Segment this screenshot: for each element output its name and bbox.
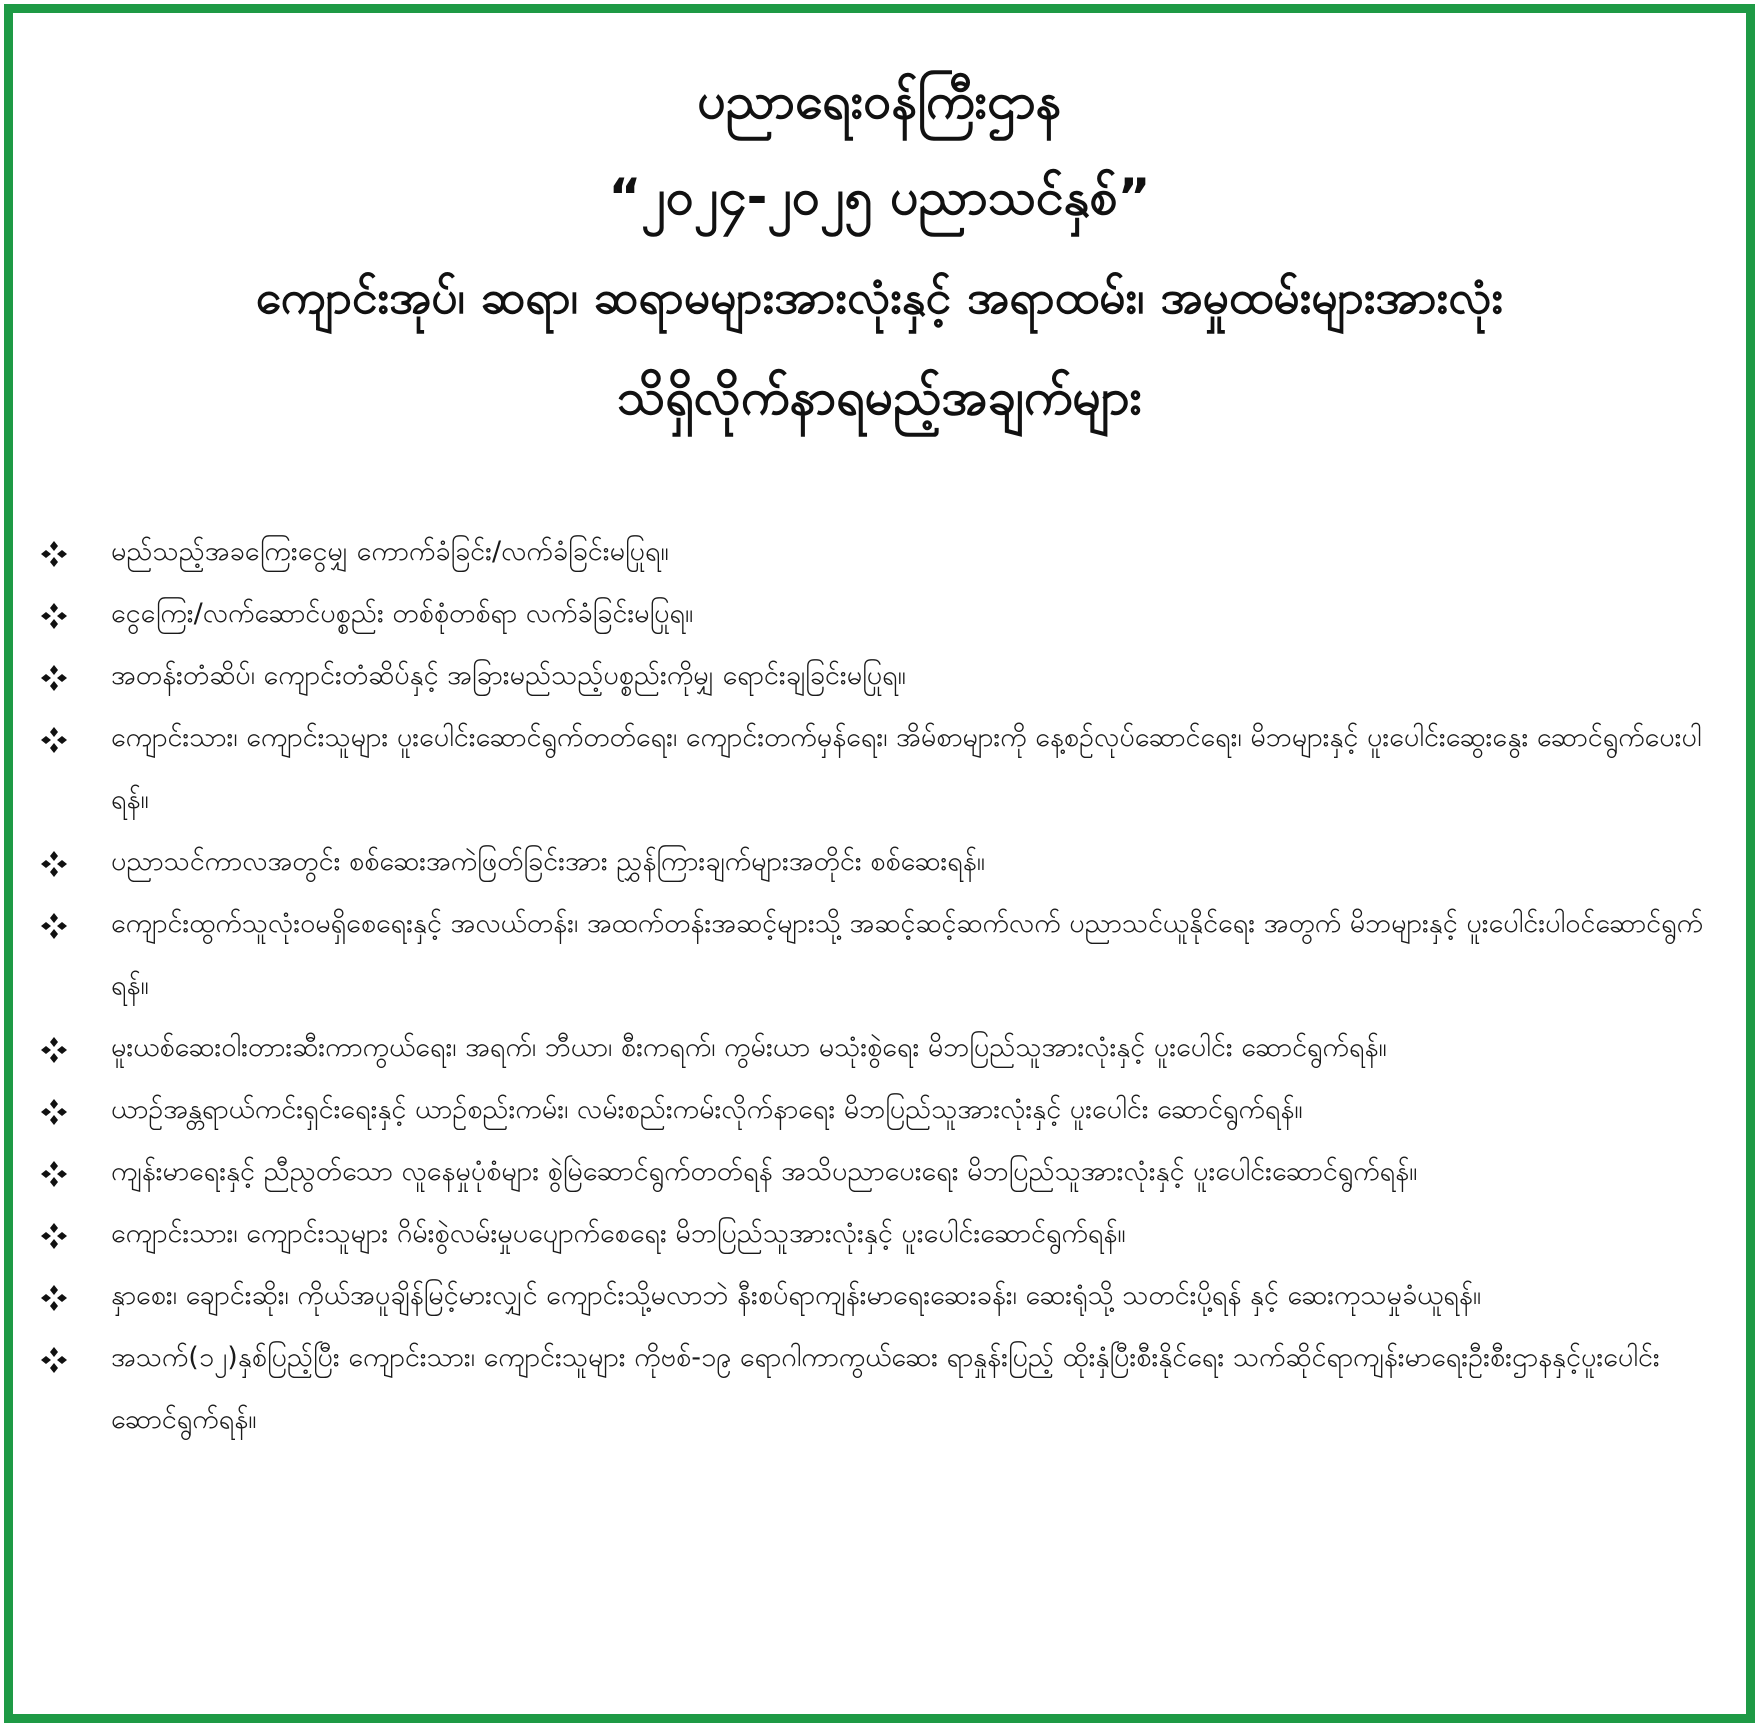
list-item-text: အသက်(၁၂)နှစ်ပြည့်ပြီး ကျောင်းသား၊ ကျောင်းသူများ ကိုဗစ်-၁၉ ရောဂါကာကွယ်ဆေး ရာနှုန်းပြည့် ထိုးနှံပြီးစီးနိုင်ရေး သက်ဆိုင်ရာကျန်းမာရေးဦးစီးဌာနနှင့်ပူးပေါင်းဆောင်ရွက်ရန်။ xyxy=(111,1342,1660,1435)
list-item xyxy=(33,1079,1733,1141)
list-item-text: ကျန်းမာရေးနှင့် ညီညွတ်သော လူနေမှုပုံစံများ စွဲမြဲဆောင်ရွက်တတ်ရန် အသိပညာပေးရေး မိဘပြည်သူအားလုံးနှင့် ပူးပေါင်းဆောင်ရွက်ရန်။ xyxy=(111,1156,1418,1187)
list-item-text: ယာဉ်အန္တရာယ်ကင်းရှင်းရေးနှင့် ယာဉ်စည်းကမ်း၊ လမ်းစည်းကမ်းလိုက်နာရေး မိဘပြည်သူအားလုံးနှင့် ပူးပေါင်း ဆောင်ရွက်ရန်။ xyxy=(111,1094,1303,1125)
four-diamond-ornament-icon xyxy=(41,541,67,567)
four-diamond-ornament-icon xyxy=(41,1037,67,1063)
four-diamond-ornament-icon xyxy=(41,665,67,691)
four-diamond-ornament-icon xyxy=(41,1161,67,1187)
four-diamond-ornament-icon xyxy=(41,913,67,939)
list-item xyxy=(33,645,1733,707)
notice-border-frame xyxy=(4,4,1755,1723)
list-item-text: ကျောင်းသား၊ ကျောင်းသူများ ပူးပေါင်းဆောင်ရွက်တတ်ရေး၊ ကျောင်းတက်မှန်ရေး၊ အိမ်စာများကို နေ့စဉ်လုပ်ဆောင်ရေး၊ မိဘများနှင့် ပူးပေါင်းဆွေးနွေး ဆောင်ရွက်ပေးပါရန်။ xyxy=(111,722,1702,815)
list-item xyxy=(33,1265,1733,1327)
four-diamond-ornament-icon xyxy=(41,1223,67,1249)
instruction-list xyxy=(33,521,1733,1451)
list-item xyxy=(33,893,1733,1017)
four-diamond-ornament-icon xyxy=(41,1099,67,1125)
list-item-text: ကျောင်းထွက်သူလုံးဝမရှိစေရေးနှင့် အလယ်တန်း၊ အထက်တန်းအဆင့်များသို့ အဆင့်ဆင့်ဆက်လက် ပညာသင်ယူနိုင်ရေး အတွက် မိဘများနှင့် ပူးပေါင်းပါဝင်ဆောင်ရွက်ရန်။ xyxy=(111,908,1704,1001)
list-item xyxy=(33,831,1733,893)
list-item-text: ငွေကြေး/လက်ဆောင်ပစ္စည်း တစ်စုံတစ်ရာ လက်ခံခြင်းမပြုရ။ xyxy=(111,598,694,629)
notice-subject-title: သိရှိလိုက်နာရမည့်အချက်များ xyxy=(616,368,1143,426)
list-item xyxy=(33,1203,1733,1265)
list-item xyxy=(33,1141,1733,1203)
list-item-text: နှာစေး၊ ချောင်းဆိုး၊ ကိုယ်အပူချိန်မြင့်မားလျှင် ကျောင်းသို့မလာဘဲ နီးစပ်ရာကျန်းမာရေးဆေးခန်း၊ ဆေးရုံသို့ သတင်းပို့ရန် နှင့် ဆေးကုသမှုခံယူရန်။ xyxy=(111,1280,1482,1311)
list-item xyxy=(33,583,1733,645)
notice-header xyxy=(13,53,1746,445)
four-diamond-ornament-icon xyxy=(41,851,67,877)
ministry-title: ပညာရေးဝန်ကြီးဌာန xyxy=(697,72,1062,130)
list-item xyxy=(33,707,1733,831)
four-diamond-ornament-icon xyxy=(41,1347,67,1373)
four-diamond-ornament-icon xyxy=(41,603,67,629)
list-item-text: မည်သည့်အခကြေးငွေမျှ ကောက်ခံခြင်း/လက်ခံခြင်းမပြုရ။ xyxy=(111,536,669,567)
list-item xyxy=(33,1017,1733,1079)
list-item xyxy=(33,1327,1733,1451)
audience-title: ကျောင်းအုပ်၊ ဆရာ၊ ဆရာမများအားလုံးနှင့် အရာထမ်း၊ အမှုထမ်းများအားလုံး xyxy=(255,270,1504,324)
four-diamond-ornament-icon xyxy=(41,1285,67,1311)
academic-year-title: “၂၀၂၄-၂၀၂၅ ပညာသင်နှစ်” xyxy=(608,168,1151,226)
list-item xyxy=(33,521,1733,583)
list-item-text: ကျောင်းသား၊ ကျောင်းသူများ ဂိမ်းစွဲလမ်းမှုပပျောက်စေရေး မိဘပြည်သူအားလုံးနှင့် ပူးပေါင်းဆောင်ရွက်ရန်။ xyxy=(111,1218,1126,1249)
list-item-text: မူးယစ်ဆေးဝါးတားဆီးကာကွယ်ရေး၊ အရက်၊ ဘီယာ၊ စီးကရက်၊ ကွမ်းယာ မသုံးစွဲရေး မိဘပြည်သူအားလုံးနှင့် ပူးပေါင်း ဆောင်ရွက်ရန်။ xyxy=(111,1032,1387,1063)
four-diamond-ornament-icon xyxy=(41,727,67,753)
list-item-text: အတန်းတံဆိပ်၊ ကျောင်းတံဆိပ်နှင့် အခြားမည်သည့်ပစ္စည်းကိုမျှ ရောင်းချခြင်းမပြုရ။ xyxy=(111,660,906,691)
list-item-text: ပညာသင်ကာလအတွင်း စစ်ဆေးအကဲဖြတ်ခြင်းအား ညွှန်ကြားချက်များအတိုင်း စစ်ဆေးရန်။ xyxy=(111,846,985,877)
